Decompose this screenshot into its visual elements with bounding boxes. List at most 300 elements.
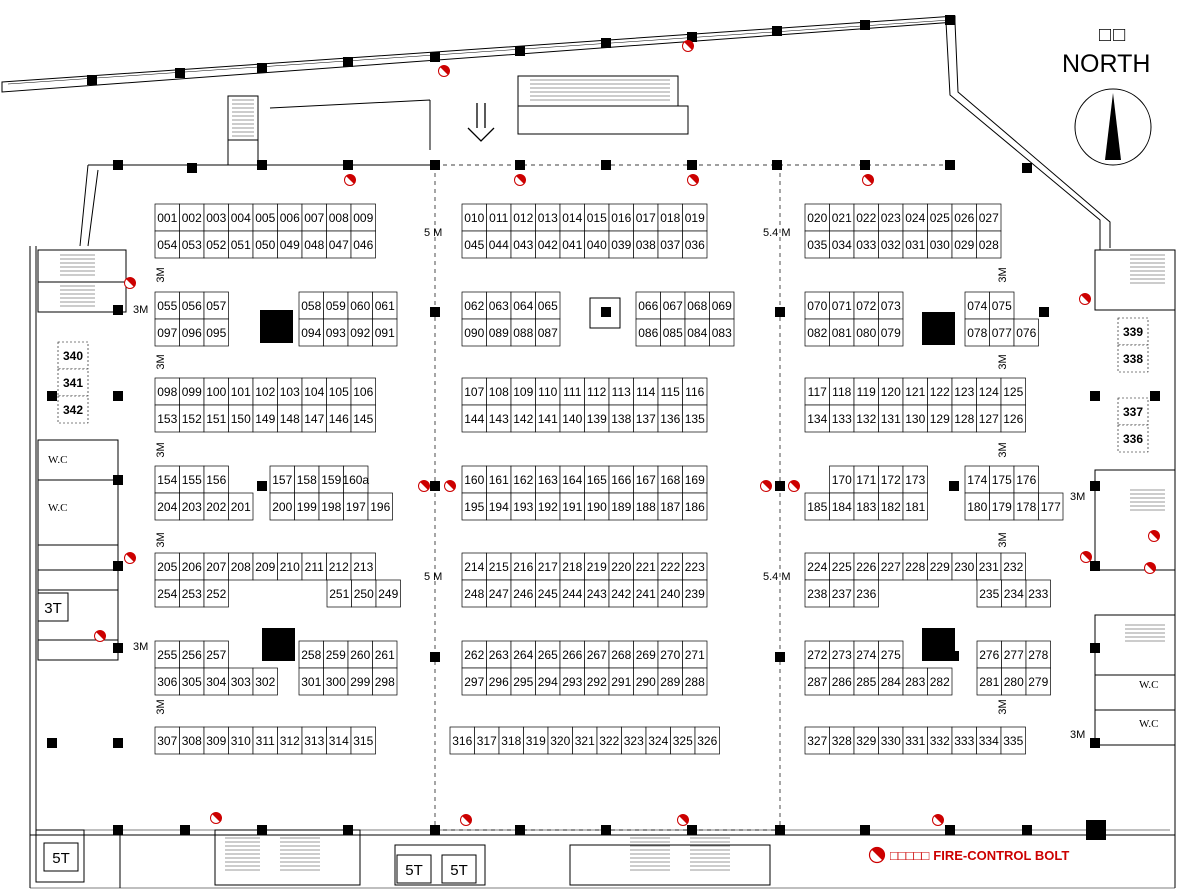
stall[interactable] [805, 319, 830, 346]
stall[interactable] [204, 466, 229, 493]
stall[interactable] [487, 668, 512, 695]
stall[interactable] [155, 405, 180, 432]
stall[interactable] [511, 231, 536, 258]
stall[interactable] [229, 378, 254, 405]
stall[interactable] [299, 292, 324, 319]
stall[interactable] [977, 641, 1002, 668]
stall[interactable] [204, 292, 229, 319]
stall[interactable] [609, 580, 634, 607]
stall[interactable] [536, 580, 561, 607]
stall[interactable] [536, 641, 561, 668]
stall[interactable] [229, 405, 254, 432]
stall[interactable] [180, 204, 205, 231]
stall[interactable] [805, 378, 830, 405]
stall[interactable] [1001, 727, 1026, 754]
stall[interactable] [658, 378, 683, 405]
stall[interactable] [536, 668, 561, 695]
stall[interactable] [327, 231, 352, 258]
stall[interactable] [683, 231, 708, 258]
stall[interactable] [302, 378, 327, 405]
stall[interactable] [351, 553, 376, 580]
stall[interactable] [278, 405, 303, 432]
stall[interactable] [805, 553, 830, 580]
stall[interactable] [1002, 641, 1027, 668]
stall[interactable] [903, 493, 928, 520]
stall[interactable] [511, 466, 536, 493]
stall[interactable] [1001, 378, 1026, 405]
stall[interactable] [560, 204, 585, 231]
stall[interactable] [1026, 668, 1051, 695]
stall[interactable] [462, 378, 487, 405]
stall[interactable] [462, 641, 487, 668]
stall[interactable] [524, 727, 549, 754]
stall[interactable] [585, 580, 610, 607]
stall[interactable] [204, 553, 229, 580]
stall[interactable] [683, 405, 708, 432]
stall[interactable] [854, 580, 879, 607]
stall[interactable] [536, 292, 561, 319]
stall[interactable] [952, 231, 977, 258]
stall[interactable] [977, 231, 1002, 258]
stall[interactable] [487, 553, 512, 580]
stall[interactable] [462, 204, 487, 231]
stall[interactable] [854, 493, 879, 520]
stall[interactable] [903, 405, 928, 432]
stall[interactable] [585, 553, 610, 580]
stall[interactable] [536, 319, 561, 346]
stall[interactable] [295, 466, 320, 493]
stall[interactable] [299, 641, 324, 668]
stall[interactable] [928, 405, 953, 432]
stall[interactable] [710, 319, 735, 346]
stall[interactable] [685, 292, 710, 319]
stall[interactable] [324, 641, 349, 668]
stall[interactable] [609, 668, 634, 695]
stall[interactable] [830, 319, 855, 346]
stall[interactable] [270, 493, 295, 520]
stall[interactable] [511, 668, 536, 695]
stall[interactable] [854, 727, 879, 754]
stall[interactable] [475, 727, 500, 754]
stall[interactable] [1014, 466, 1039, 493]
stall[interactable] [302, 231, 327, 258]
stall[interactable] [204, 204, 229, 231]
stall[interactable] [344, 493, 369, 520]
stall[interactable] [511, 292, 536, 319]
stall[interactable] [536, 204, 561, 231]
stall[interactable] [204, 405, 229, 432]
stall[interactable] [854, 641, 879, 668]
stall[interactable] [879, 727, 904, 754]
stall[interactable] [1118, 345, 1148, 372]
stall[interactable] [536, 405, 561, 432]
stall[interactable] [830, 405, 855, 432]
stall[interactable] [854, 668, 879, 695]
stall[interactable] [854, 553, 879, 580]
stall[interactable] [548, 727, 573, 754]
stall[interactable] [155, 378, 180, 405]
stall[interactable] [180, 378, 205, 405]
stall[interactable] [805, 231, 830, 258]
stall[interactable] [1118, 398, 1148, 425]
stall[interactable] [609, 378, 634, 405]
stall[interactable] [597, 727, 622, 754]
stall[interactable] [928, 378, 953, 405]
stall[interactable] [204, 727, 229, 754]
stall[interactable] [487, 493, 512, 520]
stall[interactable] [585, 204, 610, 231]
stall[interactable] [155, 553, 180, 580]
stall[interactable] [278, 553, 303, 580]
stall[interactable] [683, 378, 708, 405]
stall[interactable] [155, 319, 180, 346]
stall[interactable] [658, 231, 683, 258]
stall[interactable] [977, 727, 1002, 754]
stall[interactable] [1118, 318, 1148, 345]
stall[interactable] [155, 493, 180, 520]
stall[interactable] [180, 319, 205, 346]
stall[interactable] [928, 231, 953, 258]
stall[interactable] [965, 292, 990, 319]
stall[interactable] [278, 378, 303, 405]
stall[interactable] [1026, 641, 1051, 668]
stall[interactable] [560, 553, 585, 580]
stall[interactable] [1014, 493, 1039, 520]
stall[interactable] [805, 292, 830, 319]
stall[interactable] [683, 668, 708, 695]
stall[interactable] [928, 668, 953, 695]
stall[interactable] [351, 204, 376, 231]
stall[interactable] [830, 641, 855, 668]
stall[interactable] [58, 342, 88, 369]
stall[interactable] [634, 580, 659, 607]
stall[interactable] [278, 727, 303, 754]
stall[interactable] [977, 378, 1002, 405]
stall[interactable] [661, 292, 686, 319]
stall[interactable] [634, 405, 659, 432]
stall[interactable] [977, 668, 1002, 695]
stall[interactable] [302, 204, 327, 231]
stall[interactable] [879, 204, 904, 231]
stall[interactable] [462, 405, 487, 432]
stall[interactable] [830, 493, 855, 520]
stall[interactable] [658, 641, 683, 668]
stall[interactable] [487, 319, 512, 346]
stall[interactable] [58, 369, 88, 396]
stall[interactable] [990, 292, 1015, 319]
stall[interactable] [511, 553, 536, 580]
stall[interactable] [487, 292, 512, 319]
stall[interactable] [710, 292, 735, 319]
stall[interactable] [204, 580, 229, 607]
stall[interactable] [204, 493, 229, 520]
stall[interactable] [511, 493, 536, 520]
stall[interactable] [511, 378, 536, 405]
stall[interactable] [229, 493, 254, 520]
stall[interactable] [854, 204, 879, 231]
stall[interactable] [854, 319, 879, 346]
stall[interactable] [585, 378, 610, 405]
stall[interactable] [270, 466, 295, 493]
stall[interactable] [229, 727, 254, 754]
stall[interactable] [805, 668, 830, 695]
stall[interactable] [683, 641, 708, 668]
stall[interactable] [658, 493, 683, 520]
stall[interactable] [634, 466, 659, 493]
stall[interactable] [683, 493, 708, 520]
stall[interactable] [204, 319, 229, 346]
stall[interactable] [952, 553, 977, 580]
stall[interactable] [573, 727, 598, 754]
stall[interactable] [253, 668, 278, 695]
stall[interactable] [1002, 580, 1027, 607]
stall[interactable] [319, 466, 344, 493]
stall[interactable] [348, 292, 373, 319]
stall[interactable] [253, 378, 278, 405]
stall[interactable] [609, 493, 634, 520]
stall[interactable] [327, 405, 352, 432]
stall[interactable] [462, 319, 487, 346]
stall[interactable] [634, 493, 659, 520]
stall[interactable] [352, 580, 377, 607]
stall[interactable] [229, 204, 254, 231]
stall[interactable] [1002, 668, 1027, 695]
stall[interactable] [854, 405, 879, 432]
stall[interactable] [462, 668, 487, 695]
stall[interactable] [487, 204, 512, 231]
stall[interactable] [965, 466, 990, 493]
stall[interactable] [609, 204, 634, 231]
stall[interactable] [302, 405, 327, 432]
stall[interactable] [536, 493, 561, 520]
stall[interactable] [278, 204, 303, 231]
stall[interactable] [658, 204, 683, 231]
stall[interactable] [511, 319, 536, 346]
stall[interactable] [585, 405, 610, 432]
stall[interactable] [299, 668, 324, 695]
stall[interactable] [487, 641, 512, 668]
stall[interactable] [805, 727, 830, 754]
stall[interactable] [879, 553, 904, 580]
stall[interactable] [348, 668, 373, 695]
stall[interactable] [253, 405, 278, 432]
stall[interactable] [299, 319, 324, 346]
stall[interactable] [609, 405, 634, 432]
stall[interactable] [253, 727, 278, 754]
stall[interactable] [805, 641, 830, 668]
stall[interactable] [585, 641, 610, 668]
stall[interactable] [634, 553, 659, 580]
stall[interactable] [879, 231, 904, 258]
stall[interactable] [180, 466, 205, 493]
stall[interactable] [253, 204, 278, 231]
stall[interactable] [327, 204, 352, 231]
stall[interactable] [854, 466, 879, 493]
stall[interactable] [928, 553, 953, 580]
stall[interactable] [990, 319, 1015, 346]
stall[interactable] [487, 378, 512, 405]
stall[interactable] [903, 231, 928, 258]
stall[interactable] [229, 553, 254, 580]
stall[interactable] [348, 319, 373, 346]
stall[interactable] [373, 641, 398, 668]
stall[interactable] [658, 405, 683, 432]
stall[interactable] [180, 580, 205, 607]
stall[interactable] [683, 466, 708, 493]
stall[interactable] [351, 378, 376, 405]
stall[interactable] [204, 641, 229, 668]
stall[interactable] [327, 580, 352, 607]
stall[interactable] [634, 231, 659, 258]
stall[interactable] [965, 319, 990, 346]
stall[interactable] [928, 727, 953, 754]
stall[interactable] [634, 204, 659, 231]
stall[interactable] [324, 319, 349, 346]
stall[interactable] [854, 292, 879, 319]
stall[interactable] [952, 204, 977, 231]
stall[interactable] [585, 668, 610, 695]
stall[interactable] [450, 727, 475, 754]
stall[interactable] [1014, 319, 1039, 346]
stall[interactable] [324, 668, 349, 695]
stall[interactable] [805, 204, 830, 231]
stall[interactable] [879, 466, 904, 493]
stall[interactable] [1001, 553, 1026, 580]
stall[interactable] [536, 553, 561, 580]
stall[interactable] [499, 727, 524, 754]
stall[interactable] [830, 668, 855, 695]
stall[interactable] [327, 553, 352, 580]
stall[interactable] [636, 292, 661, 319]
stall[interactable] [327, 727, 352, 754]
stall[interactable] [903, 668, 928, 695]
stall[interactable] [511, 641, 536, 668]
stall[interactable] [585, 466, 610, 493]
stall[interactable] [661, 319, 686, 346]
stall[interactable] [368, 493, 393, 520]
stall[interactable] [536, 378, 561, 405]
stall[interactable] [295, 493, 320, 520]
stall[interactable] [342, 466, 369, 493]
stall[interactable] [373, 319, 398, 346]
stall[interactable] [805, 580, 830, 607]
stall[interactable] [229, 668, 254, 695]
stall[interactable] [376, 580, 401, 607]
stall[interactable] [977, 580, 1002, 607]
stall[interactable] [830, 727, 855, 754]
stall[interactable] [511, 204, 536, 231]
stall[interactable] [952, 378, 977, 405]
stall[interactable] [229, 231, 254, 258]
stall[interactable] [560, 405, 585, 432]
stall[interactable] [327, 378, 352, 405]
stall[interactable] [830, 580, 855, 607]
stall[interactable] [965, 493, 990, 520]
stall[interactable] [302, 553, 327, 580]
stall[interactable] [180, 493, 205, 520]
stall[interactable] [560, 231, 585, 258]
stall[interactable] [879, 319, 904, 346]
stall[interactable] [155, 580, 180, 607]
stall[interactable] [879, 378, 904, 405]
stall[interactable] [560, 641, 585, 668]
stall[interactable] [1118, 425, 1148, 452]
stall[interactable] [351, 727, 376, 754]
stall[interactable] [805, 493, 830, 520]
stall[interactable] [462, 493, 487, 520]
stall[interactable] [977, 553, 1002, 580]
stall[interactable] [977, 204, 1002, 231]
stall[interactable] [180, 641, 205, 668]
stall[interactable] [658, 580, 683, 607]
stall[interactable] [854, 231, 879, 258]
stall[interactable] [560, 466, 585, 493]
stall[interactable] [1026, 580, 1051, 607]
stall[interactable] [487, 580, 512, 607]
stall[interactable] [879, 668, 904, 695]
stall[interactable] [646, 727, 671, 754]
stall[interactable] [634, 668, 659, 695]
stall[interactable] [253, 231, 278, 258]
stall[interactable] [830, 231, 855, 258]
stall[interactable] [658, 466, 683, 493]
stall[interactable] [830, 204, 855, 231]
stall[interactable] [560, 580, 585, 607]
stall[interactable] [278, 231, 303, 258]
stall[interactable] [511, 405, 536, 432]
stall[interactable] [180, 668, 205, 695]
stall[interactable] [685, 319, 710, 346]
stall[interactable] [952, 727, 977, 754]
stall[interactable] [253, 553, 278, 580]
stall[interactable] [180, 292, 205, 319]
stall[interactable] [560, 668, 585, 695]
stall[interactable] [854, 378, 879, 405]
stall[interactable] [462, 466, 487, 493]
stall[interactable] [180, 231, 205, 258]
stall[interactable] [536, 466, 561, 493]
stall[interactable] [879, 641, 904, 668]
stall[interactable] [634, 378, 659, 405]
stall[interactable] [903, 553, 928, 580]
stall[interactable] [609, 466, 634, 493]
stall[interactable] [348, 641, 373, 668]
stall[interactable] [830, 553, 855, 580]
stall[interactable] [609, 231, 634, 258]
stall[interactable] [1039, 493, 1064, 520]
stall[interactable] [634, 641, 659, 668]
stall[interactable] [373, 668, 398, 695]
stall[interactable] [830, 378, 855, 405]
stall[interactable] [585, 493, 610, 520]
stall[interactable] [695, 727, 720, 754]
stall[interactable] [928, 204, 953, 231]
stall[interactable] [302, 727, 327, 754]
stall[interactable] [204, 668, 229, 695]
stall[interactable] [990, 466, 1015, 493]
stall[interactable] [204, 231, 229, 258]
stall[interactable] [903, 466, 928, 493]
stall[interactable] [351, 405, 376, 432]
stall[interactable] [977, 405, 1002, 432]
stall[interactable] [903, 204, 928, 231]
stall[interactable] [155, 727, 180, 754]
stall[interactable] [536, 231, 561, 258]
stall[interactable] [879, 493, 904, 520]
stall[interactable] [180, 405, 205, 432]
stall[interactable] [462, 580, 487, 607]
stall[interactable] [805, 405, 830, 432]
